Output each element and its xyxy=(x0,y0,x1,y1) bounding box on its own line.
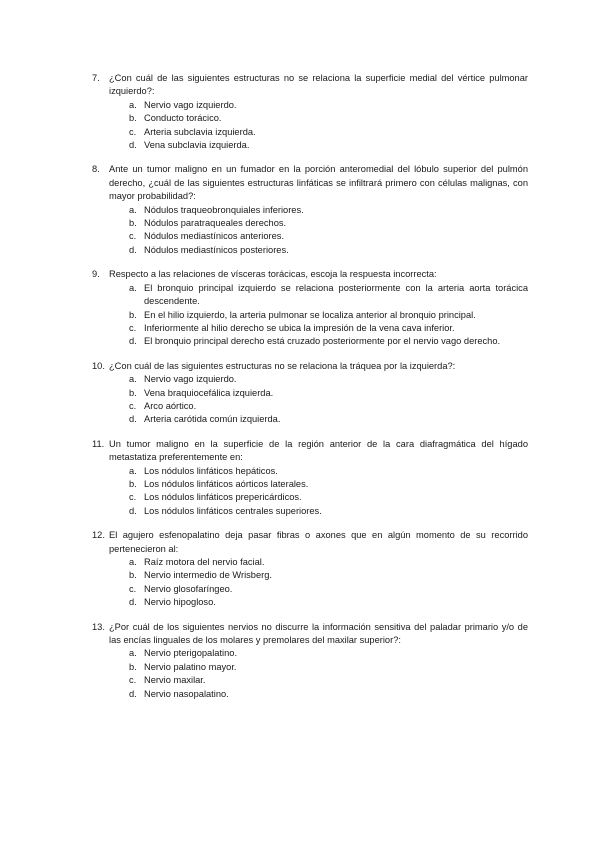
question-number: 13. xyxy=(92,621,105,632)
question-list xyxy=(92,72,528,712)
option-letter: b. xyxy=(129,478,137,489)
option-letter: c. xyxy=(129,322,137,333)
question-item xyxy=(92,438,528,518)
answer-options xyxy=(129,647,528,701)
option-text: Vena braquiocefálica izquierda. xyxy=(144,387,274,398)
option-text: Nervio vago izquierdo. xyxy=(144,99,237,110)
option-letter: a. xyxy=(129,557,137,567)
answer-option xyxy=(129,244,528,257)
option-text: Raíz motora del nervio facial. xyxy=(144,557,265,567)
answer-option xyxy=(129,647,528,660)
answer-option xyxy=(129,556,528,569)
option-letter: a. xyxy=(129,282,137,293)
question-stem: ¿Con cuál de las siguientes estructuras no se relaciona la tráquea por la izquierda?: xyxy=(109,360,456,371)
answer-option xyxy=(129,688,528,701)
option-text: Arteria subclavia izquierda. xyxy=(144,126,256,137)
option-text: El bronquio principal izquierdo se relaciona posteriormente con la arteria aorta torácica descendente. xyxy=(144,282,528,307)
option-text: Conducto torácico. xyxy=(144,113,222,124)
option-letter: c. xyxy=(129,492,137,503)
question-stem: Ante un tumor maligno en un fumador en la porción anteromedial del lóbulo superior del pulmón derecho, ¿cuál de las siguientes estructuras linfáticas se infiltrará primero con células malignas, con mayor probabilidad?: xyxy=(109,164,528,202)
option-letter: a. xyxy=(129,204,137,215)
option-letter: a. xyxy=(129,374,137,385)
answer-options xyxy=(129,373,528,427)
option-letter: b. xyxy=(129,570,137,581)
option-letter: c. xyxy=(129,400,137,411)
answer-option xyxy=(129,99,528,112)
question-stem: ¿Con cuál de las siguientes estructuras no se relaciona la superficie medial del vértice pulmonar izquierdo?: xyxy=(109,73,528,97)
answer-options xyxy=(129,282,528,349)
question-stem: El agujero esfenopalatino deja pasar fibras o axones que en algún momento de su recorrido pertenecieron al: xyxy=(109,530,528,554)
option-letter: b. xyxy=(129,218,137,229)
option-text: Los nódulos linfáticos aórticos laterales. xyxy=(144,478,309,489)
answer-option xyxy=(129,139,528,152)
option-letter: b. xyxy=(129,387,137,398)
option-text: Nervio vago izquierdo. xyxy=(144,374,237,385)
answer-options xyxy=(129,99,528,153)
option-letter: c. xyxy=(129,126,137,137)
option-letter: d. xyxy=(129,505,137,516)
option-text: Nervio maxilar. xyxy=(144,675,206,686)
answer-option xyxy=(129,465,528,478)
question-number: 12. xyxy=(92,530,105,541)
question-number: 11. xyxy=(92,438,105,449)
answer-option xyxy=(129,400,528,413)
question-item xyxy=(92,163,528,257)
option-letter: d. xyxy=(129,688,137,699)
answer-option xyxy=(129,112,528,125)
option-text: Nódulos mediastínicos anteriores. xyxy=(144,231,285,242)
answer-option xyxy=(129,204,528,217)
answer-option xyxy=(129,322,528,335)
option-text: Nervio intermedio de Wrisberg. xyxy=(144,570,272,581)
answer-option xyxy=(129,217,528,230)
option-letter: b. xyxy=(129,309,137,320)
question-item xyxy=(92,621,528,701)
answer-option xyxy=(129,596,528,609)
answer-options xyxy=(129,204,528,258)
question-stem: ¿Por cuál de los siguientes nervios no discurre la información sensitiva del paladar primario y/o de las encías linguales de los molares y premolares del maxilar superior?: xyxy=(109,621,528,646)
option-text: Los nódulos linfáticos centrales superiores. xyxy=(144,505,322,516)
option-text: Inferiormente al hilio derecho se ubica la impresión de la vena cava inferior. xyxy=(144,322,455,333)
option-letter: d. xyxy=(129,414,137,425)
option-text: Arco aórtico. xyxy=(144,400,197,411)
answer-option xyxy=(129,309,528,322)
option-text: Nervio glosofaríngeo. xyxy=(144,583,233,594)
option-letter: d. xyxy=(129,597,137,608)
question-number: 9. xyxy=(92,269,100,280)
answer-option xyxy=(129,491,528,504)
answer-option xyxy=(129,505,528,518)
answer-option xyxy=(129,387,528,400)
answer-option xyxy=(129,282,528,309)
option-text: Los nódulos linfáticos hepáticos. xyxy=(144,465,278,476)
option-text: Los nódulos linfáticos prepericárdicos. xyxy=(144,492,302,503)
answer-option xyxy=(129,674,528,687)
answer-option xyxy=(129,569,528,582)
option-text: El bronquio principal derecho está cruzado posteriormente por el nervio vago derecho. xyxy=(144,336,501,347)
answer-option xyxy=(129,413,528,426)
answer-option xyxy=(129,126,528,139)
question-item xyxy=(92,360,528,427)
option-letter: b. xyxy=(129,113,137,124)
answer-options xyxy=(129,465,528,519)
option-letter: a. xyxy=(129,99,137,110)
question-stem: Un tumor maligno en la superficie de la región anterior de la cara diafragmática del hígado metastatiza preferentemente en: xyxy=(109,438,528,463)
question-item xyxy=(92,268,528,348)
question-item xyxy=(92,72,528,152)
option-letter: c. xyxy=(129,675,137,686)
option-letter: a. xyxy=(129,465,137,476)
answer-option xyxy=(129,583,528,596)
option-text: Nervio palatino mayor. xyxy=(144,661,237,672)
option-letter: c. xyxy=(129,583,137,594)
answer-option xyxy=(129,230,528,243)
option-letter: d. xyxy=(129,244,137,255)
answer-option xyxy=(129,478,528,491)
question-item xyxy=(92,529,528,609)
option-letter: d. xyxy=(129,336,137,347)
option-letter: b. xyxy=(129,661,137,672)
question-number: 8. xyxy=(92,164,100,175)
option-text: En el hilio izquierdo, la arteria pulmonar se localiza anterior al bronquio principal. xyxy=(144,309,476,320)
option-text: Nódulos mediastínicos posteriores. xyxy=(144,244,289,255)
answer-option xyxy=(129,661,528,674)
option-text: Nódulos paratraqueales derechos. xyxy=(144,218,287,229)
question-number: 10. xyxy=(92,360,105,371)
answer-option xyxy=(129,373,528,386)
answer-option xyxy=(129,335,528,348)
option-letter: a. xyxy=(129,648,137,659)
option-text: Nervio hipogloso. xyxy=(144,597,216,608)
option-text: Arteria carótida común izquierda. xyxy=(144,414,281,425)
option-text: Nervio pterigopalatino. xyxy=(144,648,238,659)
question-stem: Respecto a las relaciones de vísceras torácicas, escoja la respuesta incorrecta: xyxy=(109,269,437,280)
option-letter: d. xyxy=(129,140,137,151)
option-letter: c. xyxy=(129,231,137,242)
option-text: Vena subclavia izquierda. xyxy=(144,140,250,151)
answer-options xyxy=(129,556,528,610)
option-text: Nódulos traqueobronquiales inferiores. xyxy=(144,204,304,215)
option-text: Nervio nasopalatino. xyxy=(144,688,229,699)
question-number: 7. xyxy=(92,73,100,83)
